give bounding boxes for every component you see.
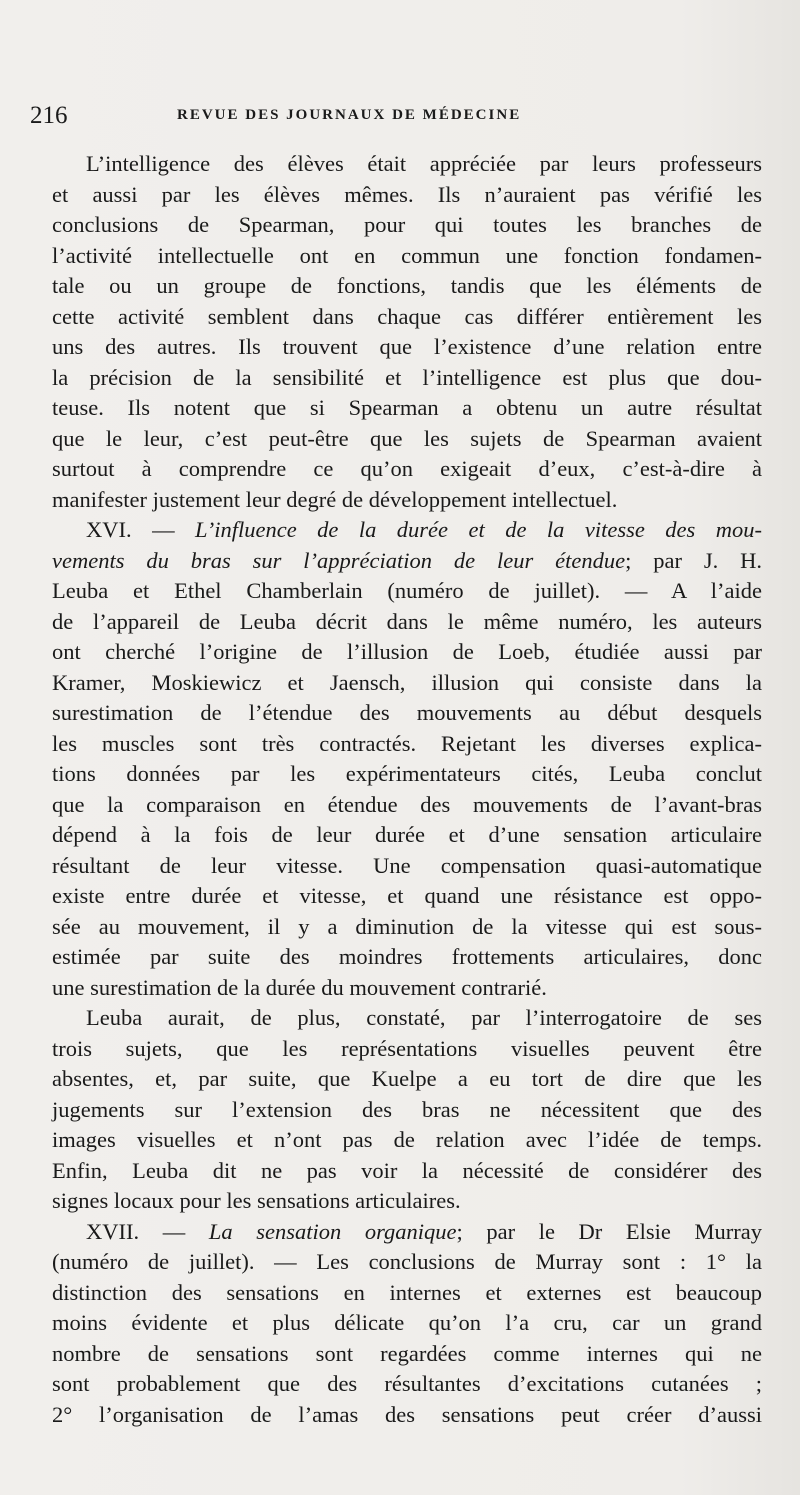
- text-line: que la comparaison en étendue des mouvements de l’avant-bras: [52, 791, 762, 817]
- text-line: une surestimation de la durée du mouvement contrarié.: [52, 974, 547, 1000]
- text-line: surtout à comprendre ce qu’on exigeait d’eux, c’est-à-dire à: [52, 456, 762, 481]
- page-number: 216: [30, 102, 68, 129]
- text-line: les muscles sont très contractés. Rejetant les diverses explica-: [52, 730, 762, 756]
- text-line: existe entre durée et vitesse, et quand une résistance est oppo-: [52, 883, 762, 908]
- text-line: sont probablement que des résultantes d’excitations cutanées ;: [52, 1371, 762, 1396]
- text-line: sée au mouvement, il y a diminution de la vitesse qui est sous-: [52, 913, 762, 939]
- page-header: [30, 102, 750, 142]
- text-line: conclusions de Spearman, pour qui toutes les branches de: [52, 212, 762, 237]
- text-line: uns des autres. Ils trouvent que l’existence d’une relation entre: [52, 334, 762, 359]
- text-line: cette activité semblent dans chaque cas différer entièrement les: [52, 303, 762, 329]
- text-line: images visuelles et n’ont pas de relation avec l’idée de temps.: [52, 1127, 762, 1152]
- text-line: estimée par suite des moindres frottements articulaires, donc: [52, 944, 762, 969]
- text-line: absentes, et, par suite, que Kuelpe a eu tort de dire que les: [52, 1066, 762, 1091]
- text-line: signes locaux pour les sensations articulaires.: [52, 1188, 461, 1213]
- text-line: 2° l’organisation de l’amas des sensations peut créer d’aussi: [52, 1401, 762, 1427]
- text-line: Leuba et Ethel Chamberlain (numéro de juillet). — A l’aide: [52, 578, 762, 603]
- section-number: XVI. —: [86, 517, 196, 542]
- text-line: [52, 546, 762, 577]
- section-number: XVII. —: [86, 1218, 209, 1244]
- text-line: l’activité intellectuelle ont en commun une fonction fondamen-: [52, 242, 762, 268]
- body-text: [52, 149, 762, 1430]
- text-line: Kramer, Moskiewicz et Jaensch, illusion qui consiste dans la: [52, 669, 762, 695]
- text-line: trois sujets, que les représentations visuelles peuvent être: [52, 1035, 762, 1061]
- section-heading-xvi: [52, 515, 762, 546]
- text-line: manifester justement leur degré de développement intellectuel.: [52, 486, 618, 512]
- text-line: et aussi par les élèves mêmes. Ils n’auraient pas vérifié les: [52, 181, 762, 207]
- text-line: (numéro de juillet). — Les conclusions de Murray sont : 1° la: [52, 1249, 762, 1274]
- text-line: dépend à la fois de leur durée et d’une sensation articulaire: [52, 822, 762, 847]
- text-line: tale ou un groupe de fonctions, tandis que les éléments de: [52, 273, 762, 298]
- text-line: moins évidente et plus délicate qu’on l’a cru, car un grand: [52, 1310, 762, 1335]
- section-heading-xvii: [52, 1217, 762, 1248]
- text-line: la précision de la sensibilité et l’intelligence est plus que dou-: [52, 364, 762, 390]
- text-line: ont cherché l’origine de l’illusion de Loeb, étudiée aussi par: [52, 639, 762, 664]
- article-title: L’influence de la durée et de la vitesse des mou-: [195, 517, 762, 542]
- text-line: Enfin, Leuba dit ne pas voir la nécessité de considérer des: [52, 1157, 762, 1183]
- text-line: jugements sur l’extension des bras ne nécessitent que des: [52, 1096, 762, 1122]
- text-line: teuse. Ils notent que si Spearman a obtenu un autre résultat: [52, 395, 762, 420]
- text-line: tions données par les expérimentateurs cités, Leuba conclut: [52, 761, 762, 786]
- text-line: résultant de leur vitesse. Une compensation quasi-automatique: [52, 852, 762, 878]
- text-line: de l’appareil de Leuba décrit dans le même numéro, les auteurs: [52, 608, 762, 634]
- running-title: REVUE DES JOURNAUX DE MÉDECINE: [177, 107, 522, 123]
- text-run: ; par le Dr Elsie Murray: [456, 1218, 762, 1244]
- text-line: que le leur, c’est peut-être que les sujets de Spearman avaient: [52, 425, 762, 451]
- article-title: La sensation organique: [208, 1218, 457, 1244]
- text-line: Leuba aurait, de plus, constaté, par l’interrogatoire de ses: [86, 1005, 762, 1030]
- text-run: ; par J. H.: [625, 547, 762, 573]
- article-title: vements du bras sur l’appréciation de leur étendue: [52, 547, 626, 573]
- text-line: L’intelligence des élèves était appréciée par leurs professeurs: [86, 151, 762, 176]
- text-line: distinction des sensations en internes et externes est beaucoup: [52, 1279, 762, 1305]
- text-line: nombre de sensations sont regardées comme internes qui ne: [52, 1340, 762, 1366]
- text-line: surestimation de l’étendue des mouvements au début desquels: [52, 700, 762, 725]
